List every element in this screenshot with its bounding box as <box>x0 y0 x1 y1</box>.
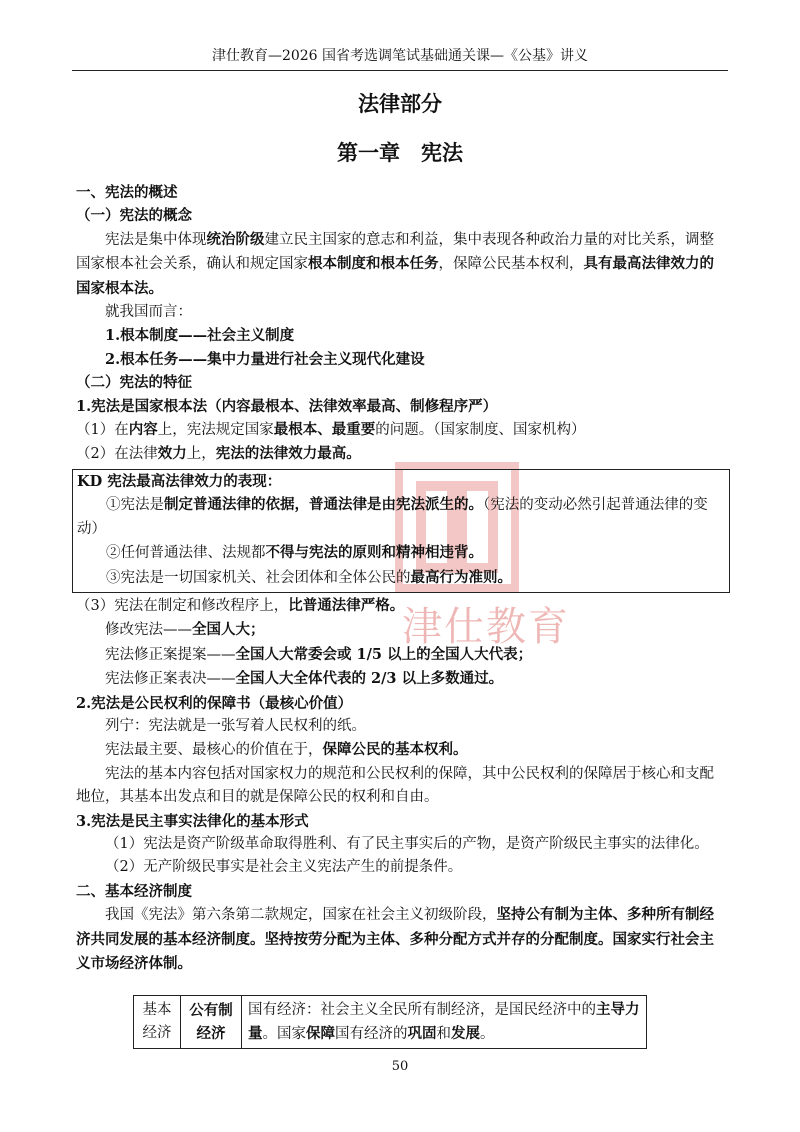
page-number: 50 <box>391 1059 409 1074</box>
text: 上， <box>186 446 216 463</box>
text-bold: 比普通法律严格。 <box>288 596 405 614</box>
text: 国有经济的 <box>335 1026 408 1042</box>
text-bold: 宪法的法律效力最高。 <box>215 445 361 463</box>
text-bold: 全国人大常委会或 1/5 以上的全国人大代表； <box>235 645 533 663</box>
table-cell-subcategory: 公有制经济 <box>181 996 242 1049</box>
text: （2）在法律 <box>76 446 158 463</box>
key-point-title: KD 宪法最高法律效力的表现： <box>77 472 282 490</box>
feature-2-quote: 列宁：宪法就是一张写着人民权利的纸。 <box>105 717 366 734</box>
text: 宪法是集中体现 <box>105 231 207 248</box>
text-bold: 巩固 <box>407 1025 437 1042</box>
paragraph-our-country: 就我国而言： <box>105 304 192 321</box>
text: 。 <box>480 1026 495 1042</box>
text-bold: 全国人大全体代表的 2/3 以上多数通过。 <box>235 670 504 688</box>
text-bold: 根本制度和根本任务 <box>308 255 439 273</box>
document-body <box>76 181 726 976</box>
amend-line-2 <box>76 643 726 667</box>
list-item-task: 2.根本任务——集中力量进行社会主义现代化建设 <box>105 350 425 368</box>
text: （宪法的变动必然引起普通法律的变动） <box>77 497 708 537</box>
economic-system-table <box>133 995 647 1049</box>
text: ，保障公民基本权利， <box>438 256 584 273</box>
text-bold: 发展 <box>451 1025 480 1042</box>
text-bold: 坚持公有制为主体、多种所有制经济共同发展的基本经济制度。坚持按劳分配为主体、多种分配方式并存的分配制度。国家实行社会主义市场经济体制。 <box>76 906 714 972</box>
chapter-title: 第一章 宪法 <box>337 140 463 165</box>
feature-3-item-1: （1）宪法是资产阶级革命取得胜利、有了民主事实后的产物，是资产阶级民主事实的法律化。 <box>105 835 709 852</box>
feature-3-item-2: （2）无产阶级民事实是社会主义宪法产生的前提条件。 <box>105 859 463 876</box>
feature-2-heading: 2.宪法是公民权利的保障书（最核心价值） <box>76 694 353 712</box>
feature-1-item-2 <box>76 442 726 466</box>
amend-line-3 <box>76 667 726 691</box>
text: 。国家 <box>262 1026 306 1042</box>
feature-2-value <box>76 738 726 762</box>
text: 上，宪法规定国家 <box>157 422 274 439</box>
key-point-box <box>72 469 730 593</box>
paragraph-economic-system <box>76 903 726 976</box>
table-row <box>134 996 647 1049</box>
text: 我国《宪法》第六条第二款规定，国家在社会主义初级阶段， <box>105 907 497 924</box>
table-cell-description <box>242 996 647 1049</box>
text: （3）宪法在制定和修改程序上， <box>76 597 289 614</box>
text-bold: 制定普通法律的依据，普通法律是由宪法派生的。 <box>164 496 483 514</box>
text-bold: 最根本、最重要 <box>273 421 376 439</box>
key-point-item-3 <box>77 566 725 590</box>
paragraph-concept <box>76 228 726 301</box>
amend-line-1 <box>76 618 726 642</box>
feature-3-heading: 3.宪法是民主事实法律化的基本形式 <box>76 812 309 830</box>
text-bold: 效力 <box>157 445 187 463</box>
table-cell-category: 基本经济 <box>134 996 181 1049</box>
text: 宪法修正案提案—— <box>105 646 236 663</box>
text: ①宪法是 <box>106 497 164 514</box>
text-bold: 不得与宪法的原则和精神相违背。 <box>265 544 483 562</box>
text: 和 <box>436 1026 451 1042</box>
text-bold: 内容 <box>128 421 158 439</box>
heading-economic-system: 二、基本经济制度 <box>76 882 192 900</box>
text-bold: 主导力量 <box>248 1001 640 1042</box>
text-bold: 全国人大； <box>192 621 265 639</box>
section-title: 法律部分 <box>358 91 442 116</box>
text: 的问题。（国家制度、国家机构） <box>375 422 586 439</box>
list-item-system: 1.根本制度——社会主义制度 <box>105 327 295 345</box>
text: 宪法最主要、最核心的价值在于， <box>105 742 323 759</box>
feature-1-heading: 1.宪法是国家根本法（内容最根本、法律效率最高、制修程序严） <box>76 397 498 415</box>
text: ③宪法是一切国家机关、社会团体和全体公民的 <box>106 569 411 586</box>
text-bold: 统治阶级 <box>206 230 265 248</box>
text-bold: 最高行为准则。 <box>410 568 512 586</box>
feature-2-content: 宪法的基本内容包括对国家权力的规范和公民权利的保障，其中公民权利的保障居于核心和支配地位，其基本出发点和目的就是保障公民的权利和自由。 <box>76 765 714 806</box>
key-point-item-2 <box>77 541 725 565</box>
watermark-text: 津仕教育 <box>402 604 570 650</box>
subheading-concept: （一）宪法的概念 <box>76 207 192 225</box>
text: 国有经济：社会主义全民所有制经济，是国民经济中的 <box>248 1002 596 1018</box>
text: （1）在 <box>76 422 129 439</box>
text: 修改宪法—— <box>105 622 192 639</box>
subheading-features: （二）宪法的特征 <box>76 374 192 392</box>
text-bold: 保障公民的基本权利。 <box>322 741 468 759</box>
text: 宪法修正案表决—— <box>105 671 236 688</box>
text: ②任何普通法律、法规都 <box>106 545 266 562</box>
feature-1-item-1 <box>76 418 726 442</box>
text: 建立民主国家的意志和利益，集中表现各种政治力量的对比关系，调整国家根本社会关系，确认和规定国家 <box>76 231 714 273</box>
feature-1-item-3 <box>76 594 726 618</box>
heading-overview: 一、宪法的概述 <box>76 184 178 201</box>
text-bold: 具有最高法律效力的国家根本法。 <box>76 255 714 297</box>
page-header: 津仕教育—2026 国省考选调笔试基础通关课—《公基》讲义 <box>72 46 728 71</box>
text-bold: 保障 <box>306 1025 335 1042</box>
key-point-item-1 <box>77 493 725 541</box>
